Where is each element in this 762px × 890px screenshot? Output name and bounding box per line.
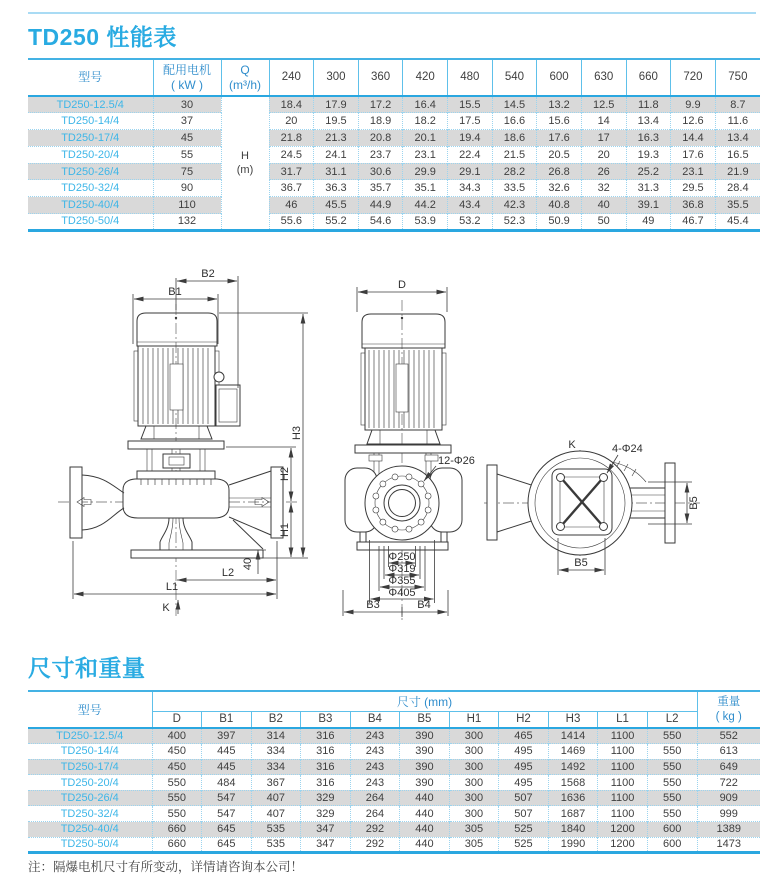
- head-value-cell: 12.6: [671, 113, 716, 130]
- head-value-cell: 36.8: [671, 197, 716, 214]
- dimension-value-cell: 300: [449, 744, 499, 760]
- head-value-cell: 31.7: [269, 163, 314, 180]
- dimension-value-cell: 525: [499, 837, 549, 853]
- head-value-cell: 29.5: [671, 180, 716, 197]
- dimension-value-cell: 334: [251, 759, 301, 775]
- head-value-cell: 15.6: [537, 113, 582, 130]
- head-value-cell: 14.4: [671, 130, 716, 147]
- col-header-model: 型号: [28, 691, 152, 728]
- model-cell: TD250-50/4: [28, 837, 152, 853]
- head-value-cell: 26.8: [537, 163, 582, 180]
- head-value-cell: 32: [581, 180, 626, 197]
- head-value-cell: 49: [626, 214, 671, 231]
- dimension-row: [28, 728, 760, 744]
- dim-label-b2: B2: [201, 268, 215, 280]
- head-value-cell: 52.3: [492, 214, 537, 231]
- motor-power-cell: 132: [153, 214, 221, 231]
- flow-header-cell: 750: [715, 59, 760, 96]
- col-header-weight-label: 重量: [717, 696, 741, 709]
- motor-power-cell: 45: [153, 130, 221, 147]
- head-value-cell: 18.4: [269, 96, 314, 113]
- dimension-value-cell: 1469: [548, 744, 598, 760]
- dim-header-cell: B2: [251, 711, 301, 728]
- dim-header-cell: B4: [350, 711, 400, 728]
- dim-label-h2: H2: [279, 466, 291, 482]
- head-value-cell: 29.9: [403, 163, 448, 180]
- model-cell: TD250-14/4: [28, 744, 152, 760]
- head-value-cell: 45.5: [314, 197, 359, 214]
- dimension-value-cell: 484: [202, 775, 252, 791]
- head-value-cell: 12.5: [581, 96, 626, 113]
- head-value-cell: 35.5: [715, 197, 760, 214]
- dimension-value-cell: 300: [449, 790, 499, 806]
- head-value-cell: 55.6: [269, 214, 314, 231]
- dimension-value-cell: 535: [251, 837, 301, 853]
- dim-header-cell: B3: [301, 711, 351, 728]
- dim-label-l2: L2: [221, 567, 235, 579]
- head-value-cell: 30.6: [358, 163, 403, 180]
- view-label-k-top: K: [568, 439, 576, 451]
- performance-row: [28, 130, 760, 147]
- dimension-value-cell: 660: [152, 822, 202, 838]
- dimension-value-cell: 495: [499, 744, 549, 760]
- head-value-cell: 22.4: [448, 146, 493, 163]
- weight-cell: 649: [697, 759, 760, 775]
- dimension-value-cell: 367: [251, 775, 301, 791]
- head-value-cell: 20.5: [537, 146, 582, 163]
- dimension-value-cell: 407: [251, 806, 301, 822]
- dimension-value-cell: 465: [499, 728, 549, 744]
- head-value-cell: 33.5: [492, 180, 537, 197]
- dimension-value-cell: 243: [350, 744, 400, 760]
- head-value-cell: 8.7: [715, 96, 760, 113]
- dimension-row: [28, 744, 760, 760]
- head-value-cell: 23.7: [358, 146, 403, 163]
- head-value-cell: 21.8: [269, 130, 314, 147]
- head-value-cell: 17.5: [448, 113, 493, 130]
- head-value-cell: 19.3: [626, 146, 671, 163]
- dimension-value-cell: 645: [202, 837, 252, 853]
- model-cell: TD250-20/4: [28, 775, 152, 791]
- dimension-row: [28, 790, 760, 806]
- model-cell: TD250-26/4: [28, 163, 153, 180]
- col-header-size: 尺寸 (mm): [152, 691, 697, 711]
- dimension-value-cell: 547: [202, 790, 252, 806]
- model-cell: TD250-14/4: [28, 113, 153, 130]
- head-value-cell: 55.2: [314, 214, 359, 231]
- dimension-value-cell: 660: [152, 837, 202, 853]
- weight-cell: 999: [697, 806, 760, 822]
- dimension-value-cell: 316: [301, 728, 351, 744]
- model-cell: TD250-20/4: [28, 146, 153, 163]
- dimension-value-cell: 440: [400, 806, 450, 822]
- head-value-cell: 54.6: [358, 214, 403, 231]
- dimension-value-cell: 450: [152, 744, 202, 760]
- dimension-value-cell: 600: [647, 822, 697, 838]
- head-value-cell: 34.3: [448, 180, 493, 197]
- head-value-cell: 53.9: [403, 214, 448, 231]
- dim-label-base-holes: 4-Φ24: [612, 443, 643, 455]
- dimension-value-cell: 305: [449, 822, 499, 838]
- head-value-cell: 46.7: [671, 214, 716, 231]
- front-view: [58, 268, 308, 616]
- head-value-cell: 21.5: [492, 146, 537, 163]
- flow-header-cell: 630: [581, 59, 626, 96]
- motor-power-cell: 55: [153, 146, 221, 163]
- dim-label-dia405: Φ405: [388, 587, 416, 599]
- model-cell: TD250-32/4: [28, 180, 153, 197]
- dimension-value-cell: 550: [647, 775, 697, 791]
- dimension-value-cell: 329: [301, 806, 351, 822]
- dimension-value-cell: 400: [152, 728, 202, 744]
- dim-label-dia355: Φ355: [388, 575, 416, 587]
- head-value-cell: 42.3: [492, 197, 537, 214]
- head-value-cell: 17.9: [314, 96, 359, 113]
- dimension-row: [28, 759, 760, 775]
- head-value-cell: 16.3: [626, 130, 671, 147]
- col-header-motor-unit: ( kW ): [171, 77, 203, 92]
- dimension-value-cell: 316: [301, 759, 351, 775]
- weight-cell: 552: [697, 728, 760, 744]
- head-value-cell: 17.6: [537, 130, 582, 147]
- head-value-cell: 13.2: [537, 96, 582, 113]
- dimension-value-cell: 550: [647, 728, 697, 744]
- dimension-value-cell: 550: [647, 790, 697, 806]
- dimension-value-cell: 1100: [598, 744, 648, 760]
- dimension-value-cell: 550: [152, 775, 202, 791]
- head-value-cell: 17.6: [671, 146, 716, 163]
- dim-label-b5-vertical: B5: [688, 496, 700, 510]
- col-header-q-label: Q: [240, 63, 250, 78]
- dimension-value-cell: 314: [251, 728, 301, 744]
- dimension-value-cell: 243: [350, 775, 400, 791]
- flow-header-cell: 360: [358, 59, 403, 96]
- dimension-value-cell: 334: [251, 744, 301, 760]
- dimension-value-cell: 243: [350, 728, 400, 744]
- dimension-value-cell: 390: [400, 759, 450, 775]
- dimension-value-cell: 550: [647, 744, 697, 760]
- head-value-cell: 50.9: [537, 214, 582, 231]
- dimension-value-cell: 1100: [598, 790, 648, 806]
- dim-label-40: 40: [242, 557, 254, 571]
- dimension-value-cell: 445: [202, 744, 252, 760]
- dim-label-b4: B4: [417, 599, 431, 611]
- dimension-row: [28, 837, 760, 853]
- dimension-row: [28, 775, 760, 791]
- view-label-k: K: [162, 602, 170, 614]
- head-value-cell: 46: [269, 197, 314, 214]
- flow-header-cell: 600: [537, 59, 582, 96]
- dimension-value-cell: 305: [449, 837, 499, 853]
- head-value-cell: 19.5: [314, 113, 359, 130]
- flow-header-cell: 660: [626, 59, 671, 96]
- dimension-value-cell: 347: [301, 822, 351, 838]
- head-value-cell: 50: [581, 214, 626, 231]
- head-value-cell: 13.4: [715, 130, 760, 147]
- flow-header-cell: 480: [448, 59, 493, 96]
- model-cell: TD250-12.5/4: [56, 730, 124, 743]
- head-value-cell: 11.8: [626, 96, 671, 113]
- dim-label-flange-holes: 12-Φ26: [438, 455, 475, 467]
- performance-row: [28, 214, 760, 231]
- performance-row: [28, 197, 760, 214]
- performance-table: [28, 58, 760, 232]
- head-value-cell: 16.4: [403, 96, 448, 113]
- model-cell: TD250-40/4: [28, 822, 152, 838]
- flow-header-cell: 300: [314, 59, 359, 96]
- dimension-value-cell: 1840: [548, 822, 598, 838]
- model-cell: TD250-12.5/4: [56, 98, 124, 111]
- head-value-cell: 23.1: [671, 163, 716, 180]
- head-value-cell: 14: [581, 113, 626, 130]
- dimension-value-cell: 407: [251, 790, 301, 806]
- dimension-value-cell: 1687: [548, 806, 598, 822]
- head-value-cell: 35.1: [403, 180, 448, 197]
- dimension-value-cell: 507: [499, 790, 549, 806]
- dim-header-cell: H2: [499, 711, 549, 728]
- dimension-value-cell: 300: [449, 806, 499, 822]
- head-value-cell: 25.2: [626, 163, 671, 180]
- dim-label-h1: H1: [279, 522, 291, 538]
- dimension-value-cell: 1492: [548, 759, 598, 775]
- col-header-motor: [153, 59, 221, 96]
- head-value-cell: 20: [581, 146, 626, 163]
- flow-header-cell: 240: [269, 59, 314, 96]
- motor-power-cell: 75: [153, 163, 221, 180]
- footnote: 注：隔爆电机尺寸有所变动，详情请咨询本公司！: [28, 860, 304, 874]
- head-value-cell: 26: [581, 163, 626, 180]
- col-header-weight-unit: ( kg ): [715, 710, 742, 723]
- dimensions-header-row-1: [28, 691, 760, 711]
- head-value-cell: 11.6: [715, 113, 760, 130]
- dimension-value-cell: 390: [400, 775, 450, 791]
- head-value-cell: 40.8: [537, 197, 582, 214]
- dim-header-cell: H3: [548, 711, 598, 728]
- weight-cell: 1389: [697, 822, 760, 838]
- motor-power-cell: 37: [153, 113, 221, 130]
- dimension-value-cell: 550: [647, 806, 697, 822]
- dimension-value-cell: 1100: [598, 806, 648, 822]
- top-rule: [28, 12, 756, 14]
- dim-header-cell: D: [152, 711, 202, 728]
- dimension-value-cell: 495: [499, 759, 549, 775]
- head-value-cell: 16.6: [492, 113, 537, 130]
- head-value-cell: 9.9: [671, 96, 716, 113]
- side-view: [343, 279, 475, 620]
- dimension-value-cell: 347: [301, 837, 351, 853]
- col-header-model: 型号: [28, 59, 153, 96]
- head-value-cell: 53.2: [448, 214, 493, 231]
- dim-label-dia250: Φ250: [388, 551, 416, 563]
- dimension-value-cell: 440: [400, 837, 450, 853]
- head-value-cell: 44.2: [403, 197, 448, 214]
- head-value-cell: 29.1: [448, 163, 493, 180]
- model-cell: TD250-26/4: [28, 790, 152, 806]
- dimension-value-cell: 1200: [598, 822, 648, 838]
- head-value-cell: 45.4: [715, 214, 760, 231]
- dimension-value-cell: 525: [499, 822, 549, 838]
- dimension-row: [28, 822, 760, 838]
- head-value-cell: 36.3: [314, 180, 359, 197]
- model-cell: TD250-32/4: [28, 806, 152, 822]
- dimension-value-cell: 445: [202, 759, 252, 775]
- dim-header-cell: B1: [202, 711, 252, 728]
- performance-title: TD250 性能表: [28, 24, 177, 50]
- head-value-cell: 20.1: [403, 130, 448, 147]
- col-header-motor-label: 配用电机: [162, 63, 211, 78]
- dimension-value-cell: 550: [152, 790, 202, 806]
- dimension-value-cell: 495: [499, 775, 549, 791]
- dimension-value-cell: 300: [449, 775, 499, 791]
- model-cell: TD250-50/4: [28, 214, 153, 231]
- dimension-value-cell: 550: [647, 759, 697, 775]
- head-value-cell: 36.7: [269, 180, 314, 197]
- dim-label-h3: H3: [291, 425, 303, 441]
- flow-header-cell: 420: [403, 59, 448, 96]
- head-value-cell: 17: [581, 130, 626, 147]
- head-value-cell: 18.6: [492, 130, 537, 147]
- dim-header-cell: H1: [449, 711, 499, 728]
- dimension-value-cell: 329: [301, 790, 351, 806]
- head-value-cell: 19.4: [448, 130, 493, 147]
- head-value-cell: 44.9: [358, 197, 403, 214]
- dimension-value-cell: 390: [400, 728, 450, 744]
- head-unit-cell: H (m): [221, 96, 269, 230]
- dimension-value-cell: 1100: [598, 775, 648, 791]
- dimension-value-cell: 440: [400, 790, 450, 806]
- dim-label-b3: B3: [366, 599, 380, 611]
- head-value-cell: 21.9: [715, 163, 760, 180]
- dimension-value-cell: 316: [301, 775, 351, 791]
- dimensions-title: 尺寸和重量: [28, 655, 146, 681]
- model-cell: TD250-17/4: [28, 130, 153, 147]
- dim-label-d: D: [398, 279, 406, 291]
- dimension-value-cell: 547: [202, 806, 252, 822]
- dim-label-b1: B1: [168, 286, 182, 298]
- col-header-weight: [697, 691, 760, 728]
- dim-label-b5-horizontal: B5: [574, 557, 588, 569]
- head-value-cell: 18.9: [358, 113, 403, 130]
- motor-power-cell: 90: [153, 180, 221, 197]
- head-value-cell: 31.1: [314, 163, 359, 180]
- head-value-cell: 21.3: [314, 130, 359, 147]
- dimension-value-cell: 300: [449, 759, 499, 775]
- head-value-cell: 15.5: [448, 96, 493, 113]
- dim-header-cell: B5: [400, 711, 450, 728]
- head-value-cell: 31.3: [626, 180, 671, 197]
- head-value-cell: 23.1: [403, 146, 448, 163]
- head-value-cell: 39.1: [626, 197, 671, 214]
- motor-power-cell: 30: [153, 96, 221, 113]
- dimension-value-cell: 1100: [598, 728, 648, 744]
- head-value-cell: 14.5: [492, 96, 537, 113]
- dimension-value-cell: 440: [400, 822, 450, 838]
- flow-header-cell: 540: [492, 59, 537, 96]
- head-value-cell: 35.7: [358, 180, 403, 197]
- performance-row: [28, 163, 760, 180]
- dimension-value-cell: 264: [350, 806, 400, 822]
- dimension-value-cell: 450: [152, 759, 202, 775]
- motor-power-cell: 110: [153, 197, 221, 214]
- head-value-cell: 32.6: [537, 180, 582, 197]
- head-value-cell: 24.1: [314, 146, 359, 163]
- dimension-value-cell: 264: [350, 790, 400, 806]
- dimension-value-cell: 645: [202, 822, 252, 838]
- head-value-cell: 28.2: [492, 163, 537, 180]
- model-cell: TD250-17/4: [28, 759, 152, 775]
- dimension-value-cell: 316: [301, 744, 351, 760]
- dim-header-cell: L2: [647, 711, 697, 728]
- dimension-row: [28, 806, 760, 822]
- weight-cell: 1473: [697, 837, 760, 853]
- head-value-cell: 17.2: [358, 96, 403, 113]
- dimension-value-cell: 1414: [548, 728, 598, 744]
- head-value-cell: 16.5: [715, 146, 760, 163]
- dimension-value-cell: 292: [350, 822, 400, 838]
- dimension-value-cell: 1636: [548, 790, 598, 806]
- performance-row: [28, 180, 760, 197]
- dimension-value-cell: 243: [350, 759, 400, 775]
- dimension-value-cell: 535: [251, 822, 301, 838]
- pump-dimension-drawing: [0, 258, 762, 643]
- head-value-cell: 24.5: [269, 146, 314, 163]
- dimension-value-cell: 507: [499, 806, 549, 822]
- dimension-value-cell: 1100: [598, 759, 648, 775]
- dimension-value-cell: 1568: [548, 775, 598, 791]
- head-value-cell: 20.8: [358, 130, 403, 147]
- dimension-value-cell: 600: [647, 837, 697, 853]
- performance-row: [28, 146, 760, 163]
- col-header-q-unit: (m³/h): [229, 77, 261, 92]
- top-view: [484, 439, 700, 575]
- head-value-cell: 20: [269, 113, 314, 130]
- weight-cell: 613: [697, 744, 760, 760]
- dimension-value-cell: 390: [400, 744, 450, 760]
- weight-cell: 722: [697, 775, 760, 791]
- flow-header-cell: 720: [671, 59, 716, 96]
- dim-label-dia319: Φ319: [388, 563, 416, 575]
- performance-row: [28, 113, 760, 130]
- dimension-value-cell: 300: [449, 728, 499, 744]
- head-value-cell: 43.4: [448, 197, 493, 214]
- dim-label-l1: L1: [165, 581, 179, 593]
- performance-row: [28, 96, 760, 113]
- weight-cell: 909: [697, 790, 760, 806]
- col-header-q: [221, 59, 269, 96]
- dimension-value-cell: 1200: [598, 837, 648, 853]
- head-value-cell: 18.2: [403, 113, 448, 130]
- dimension-value-cell: 397: [202, 728, 252, 744]
- dimension-value-cell: 1990: [548, 837, 598, 853]
- dimensions-table: [28, 690, 760, 854]
- head-value-cell: 13.4: [626, 113, 671, 130]
- dim-header-cell: L1: [598, 711, 648, 728]
- model-cell: TD250-40/4: [28, 197, 153, 214]
- head-value-cell: 28.4: [715, 180, 760, 197]
- dimension-value-cell: 292: [350, 837, 400, 853]
- performance-header-row: [28, 59, 760, 96]
- head-value-cell: 40: [581, 197, 626, 214]
- dimension-value-cell: 550: [152, 806, 202, 822]
